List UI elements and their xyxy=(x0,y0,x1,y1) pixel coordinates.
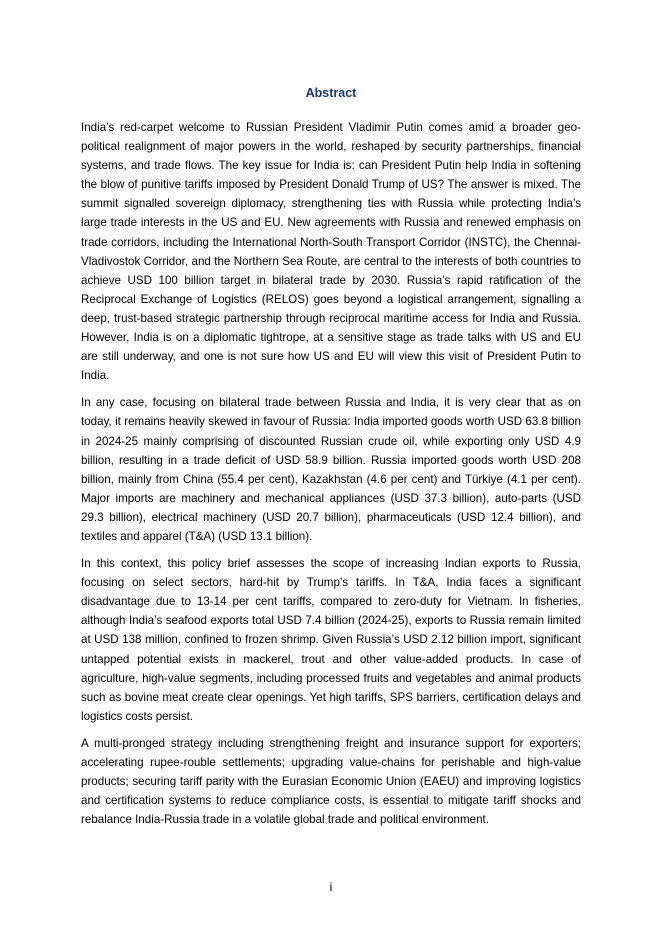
abstract-heading: Abstract xyxy=(305,86,357,100)
abstract-paragraph-4: A multi-pronged strategy including strengthening freight and insurance support for exporters; accelerating rupee-rouble settlements; upgrading value-chains for perishable and high-value products; securing tariff parity with the Eurasian Economic Union (EAEU) and improving logistics and certification systems to reduce compliance costs, is essential to mitigate tariff shocks and rebalance India-Russia trade in a volatile global trade and political environment. xyxy=(81,736,581,827)
page-number: i xyxy=(329,880,333,894)
abstract-paragraph-2: In any case, focusing on bilateral trade between Russia and India, it is very clear that as on today, it remains heavily skewed in favour of Russia: India imported goods worth USD 63.8 billion in 2024-25 mainly comprising of discounted Russian crude oil, while exporting only USD 4.9 billion, resulting in a trade deficit of USD 58.9 billion. Russia imported goods worth USD 208 billion, mainly from China (55.4 per cent), Kazakhstan (4.6 per cent) and Türkiye (4.1 per cent). Major imports are machinery and mechanical appliances (USD 37.3 billion), auto-parts (USD 29.3 billion), electrical machinery (USD 20.7 billion), pharmaceuticals (USD 12.4 billion), and textiles and apparel (T&A) (USD 13.1 billion). xyxy=(81,396,581,543)
abstract-paragraph-1: India’s red-carpet welcome to Russian President Vladimir Putin comes amid a broader geo-political realignment of major powers in the world, reshaped by security partnerships, financial systems, and trade flows. The key issue for India is: can President Putin help India in softening the blow of punitive tariffs imposed by President Donald Trump of US? The answer is mixed. The summit signalled sovereign diplomacy, strengthening ties with Russia while protecting India’s large trade interests in the US and EU. New agreements with Russia and renewed emphasis on trade corridors, including the International North-South Transport Corridor (INSTC), the Chennai-Vladivostok Corridor, and the Northern Sea Route, are central to the interests of both countries to achieve USD 100 billion target in bilateral trade by 2030. Russia’s rapid ratification of the Reciprocal Exchange of Logistics (RELOS) goes beyond a logistical arrangement, signalling a deep, trust-based strategic partnership through reciprocal maritime access for India and Russia. However, India is on a diplomatic tightrope, at a sensitive stage as trade talks with US and EU are still underway, and one is not sure how US and EU will view this visit of President Putin to India. xyxy=(81,121,581,383)
abstract-body xyxy=(81,118,581,837)
abstract-paragraph-3: In this context, this policy brief assesses the scope of increasing Indian exports to Russia, focusing on select sectors, hard-hit by Trump’s tariffs. In T&A, India faces a significant disadvantage due to 13-14 per cent tariffs, compared to zero-duty for Vietnam. In fisheries, although India’s seafood exports total USD 7.4 billion (2024-25), exports to Russia remain limited at USD 138 million, confined to frozen shrimp. Given Russia’s USD 2.12 billion import, significant untapped potential exists in mackerel, trout and other value-added products. In case of agriculture, high-value segments, including processed fruits and vegetables and animal products such as bovine meat create clear openings. Yet high tariffs, SPS barriers, certification delays and logistics costs persist. xyxy=(81,557,581,723)
